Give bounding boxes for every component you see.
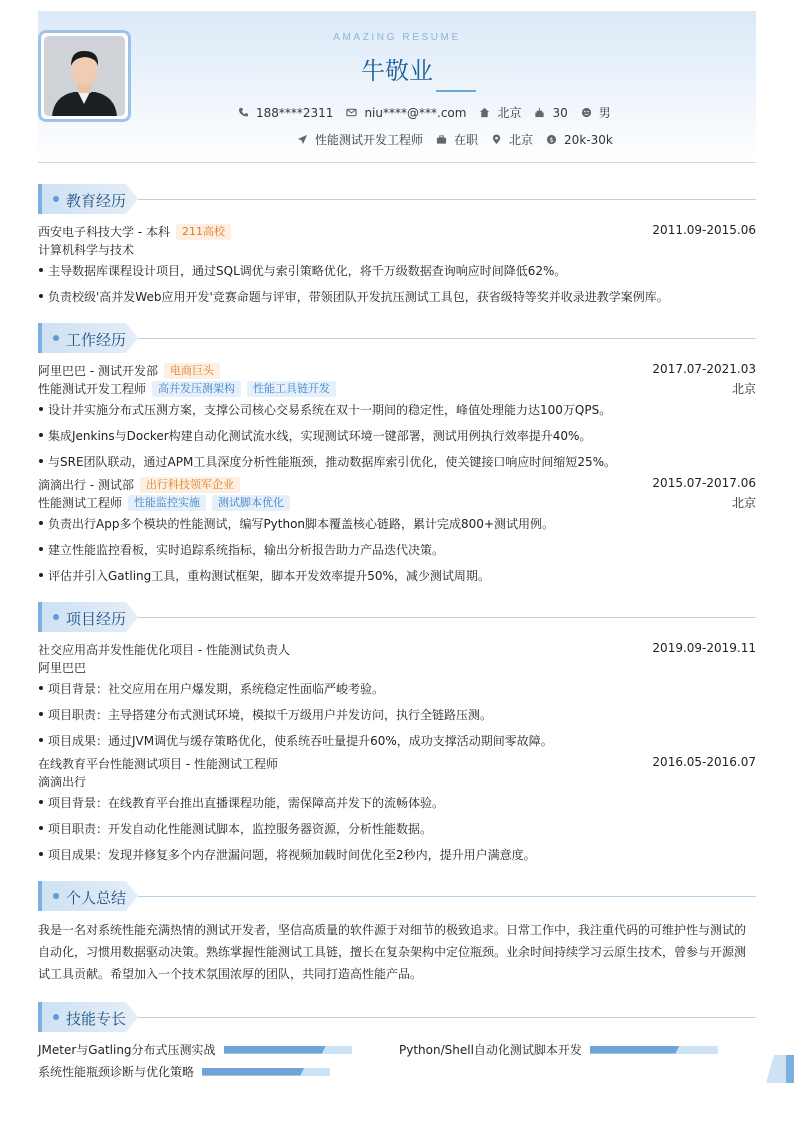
city-info <box>479 104 521 121</box>
list-item: 项目职责：主导搭建分布式测试环境，模拟千万级用户并发访问，执行全链路压测。 <box>38 706 756 723</box>
project-org: 阿里巴巴 <box>38 661 87 675</box>
project-title: 在线教育平台性能测试项目 - 性能测试工程师 <box>38 757 278 771</box>
contact-row <box>38 104 756 121</box>
location-pin-icon <box>491 134 502 145</box>
list-item: 项目职责：开发自动化性能测试脚本，监控服务器资源，分析性能数据。 <box>38 820 756 837</box>
skill-name: 系统性能瓶颈诊断与优化策略 <box>38 1065 195 1079</box>
section-skills <box>38 1002 756 1032</box>
work-entry-header <box>38 362 756 380</box>
send-icon <box>297 134 308 145</box>
list-item: 负责出行App多个模块的性能测试，编写Python脚本覆盖核心链路，累计完成800+测试用例。 <box>38 515 756 532</box>
skill-tag: 高并发压测架构 <box>152 381 241 397</box>
section-project <box>38 602 756 632</box>
project-entry-header <box>38 755 756 773</box>
phone-text: 188****2311 <box>256 105 334 120</box>
list-item: 设计并实施分布式压测方案，支撑公司核心交易系统在双十一期间的稳定性，峰值处理能力达100万QPS。 <box>38 401 756 418</box>
briefcase-icon <box>436 134 447 145</box>
skill-bar <box>590 1046 718 1054</box>
salary-info <box>546 133 613 147</box>
project-org-row <box>38 659 756 677</box>
major-name: 计算机科学与技术 <box>38 243 135 257</box>
section-divider <box>138 617 756 618</box>
section-divider <box>138 199 756 200</box>
work-city: 北京 <box>731 382 756 396</box>
position-info <box>297 131 423 148</box>
project-date: 2019.09-2019.11 <box>652 641 756 655</box>
corner-decoration <box>766 1055 794 1083</box>
list-item: 主导数据库课程设计项目，通过SQL调优与索引策略优化，将千万级数据查询响应时间降低62%。 <box>38 262 756 279</box>
status-text: 在职 <box>454 133 479 147</box>
money-icon <box>546 134 557 145</box>
skill-item <box>38 1041 352 1058</box>
list-item: 建立性能监控看板，实时追踪系统指标，输出分析报告助力产品迭代决策。 <box>38 541 756 558</box>
section-dot <box>53 1014 59 1020</box>
skill-tag: 性能监控实施 <box>128 495 206 511</box>
skill-item <box>399 1041 718 1058</box>
work-entry-header <box>38 476 756 494</box>
project-org-row <box>38 773 756 791</box>
age-text: 30 <box>552 105 568 120</box>
status-info <box>436 131 478 148</box>
school-tag: 211高校 <box>176 224 231 240</box>
work-date: 2015.07-2017.06 <box>652 476 756 490</box>
skill-bar-fill <box>224 1046 326 1054</box>
section-dot <box>53 893 59 899</box>
city-text: 北京 <box>497 106 522 120</box>
skill-tag: 性能工具链开发 <box>247 381 336 397</box>
list-item: 与SRE团队联动，通过APM工具深度分析性能瓶颈，推动数据库索引优化，使关键接口响应时间缩短25%。 <box>38 453 756 470</box>
section-divider <box>138 896 756 897</box>
user-icon <box>581 107 592 118</box>
skill-bar <box>202 1068 330 1076</box>
home-icon <box>479 107 490 118</box>
company-name: 阿里巴巴 - 测试开发部 <box>38 364 158 378</box>
education-date: 2011.09-2015.06 <box>652 223 756 237</box>
list-item: 项目背景：社交应用在用户爆发期，系统稳定性面临严峻考验。 <box>38 680 756 697</box>
company-name: 滴滴出行 - 测试部 <box>38 478 134 492</box>
list-item: 项目背景：在线教育平台推出直播课程功能，需保障高并发下的流畅体验。 <box>38 794 756 811</box>
section-dot <box>53 614 59 620</box>
target-city-text: 北京 <box>509 133 534 147</box>
education-entry-header <box>38 223 756 241</box>
phone-icon <box>238 107 249 118</box>
candidate-name: 牛敬业 <box>361 57 433 85</box>
phone-info <box>238 106 333 120</box>
project-entry-header <box>38 641 756 659</box>
salary-text: 20k-30k <box>564 132 613 147</box>
work-role-row <box>38 380 756 398</box>
section-dot <box>53 335 59 341</box>
project-title: 社交应用高并发性能优化项目 - 性能测试负责人 <box>38 643 290 657</box>
target-city-info <box>491 131 533 148</box>
skill-bar <box>224 1046 352 1054</box>
section-title-skills: 技能专长 <box>66 1010 127 1028</box>
section-title-education: 教育经历 <box>66 192 127 210</box>
list-item: 评估并引入Gatling工具，重构测试框架，脚本开发效率提升50%，减少测试周期。 <box>38 567 756 584</box>
job-intent-row <box>38 131 756 148</box>
section-title-work: 工作经历 <box>66 331 127 349</box>
email-text: niu****@***.com <box>364 105 467 120</box>
name-underline <box>436 90 476 92</box>
company-tag: 出行科技领军企业 <box>140 477 240 493</box>
skill-tag: 测试脚本优化 <box>212 495 290 511</box>
skill-name: Python/Shell自动化测试脚本开发 <box>399 1043 582 1057</box>
svg-text:$: $ <box>549 135 554 144</box>
work-date: 2017.07-2021.03 <box>652 362 756 376</box>
skill-bar-fill <box>590 1046 680 1054</box>
section-divider <box>138 338 756 339</box>
job-role: 性能测试开发工程师 <box>38 382 147 396</box>
section-work <box>38 323 756 353</box>
list-item: 负责校级'高并发Web应用开发'竞赛命题与评审，带领团队开发抗压测试工具包，获省级特等奖并收录进教学案例库。 <box>38 288 756 305</box>
company-tag: 电商巨头 <box>164 363 220 379</box>
email-info <box>346 106 466 120</box>
resume-header <box>38 11 756 163</box>
email-icon <box>346 107 357 118</box>
list-item: 项目成果：发现并修复多个内存泄漏问题，将视频加载时间优化至2秒内，提升用户满意度。 <box>38 846 756 863</box>
cake-icon <box>534 107 545 118</box>
gender-text: 男 <box>598 106 611 120</box>
section-divider <box>138 1017 756 1018</box>
project-date: 2016.05-2016.07 <box>652 755 756 769</box>
skill-bar-fill <box>202 1068 304 1076</box>
section-title-summary: 个人总结 <box>66 889 127 907</box>
work-role-row <box>38 494 756 512</box>
skill-name: JMeter与Gatling分布式压测实战 <box>38 1043 216 1057</box>
school-name: 西安电子科技大学 - 本科 <box>38 225 170 239</box>
section-education <box>38 184 756 214</box>
summary-text: 我是一名对系统性能充满热情的测试开发者，坚信高质量的软件源于对细节的极致追求。日常工作中，我注重代码的可维护性与测试的自动化，习惯用数据驱动决策。熟练掌握性能测试工具链，擅长在复杂架构中定位瓶颈。业余时间持续学习云原生技术，曾参与开源测试工具贡献。希望加入一个技术氛围浓厚的团队，共同打造高性能产品。 <box>38 923 747 981</box>
work-city: 北京 <box>731 496 756 510</box>
skill-item <box>38 1063 330 1080</box>
section-title-project: 项目经历 <box>66 610 127 628</box>
age-info <box>534 106 567 120</box>
section-dot <box>53 196 59 202</box>
position-text: 性能测试开发工程师 <box>315 133 424 147</box>
resume-tagline: AMAZING RESUME <box>333 32 461 43</box>
education-major-row <box>38 241 756 259</box>
list-item: 集成Jenkins与Docker构建自动化测试流水线，实现测试环境一键部署，测试用例执行效率提升40%。 <box>38 427 756 444</box>
list-item: 项目成果：通过JVM调优与缓存策略优化，使系统吞吐量提升60%，成功支撑活动期间零故障。 <box>38 732 756 749</box>
job-role: 性能测试工程师 <box>38 496 123 510</box>
project-org: 滴滴出行 <box>38 775 87 789</box>
gender-info <box>581 104 611 121</box>
section-summary <box>38 881 756 911</box>
